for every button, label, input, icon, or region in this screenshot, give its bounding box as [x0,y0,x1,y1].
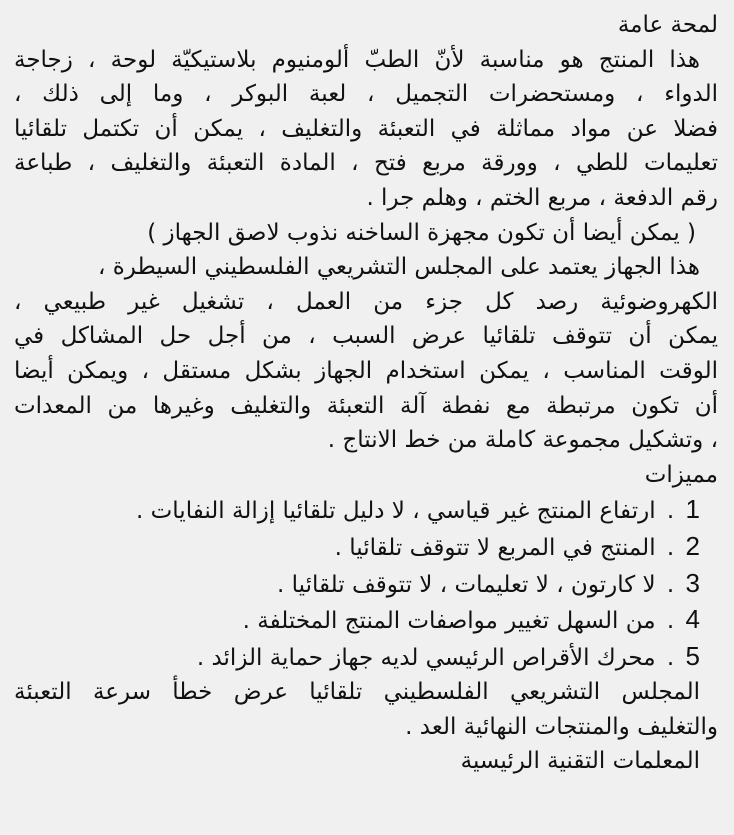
feature-text: ارتفاع المنتج غير قياسي ، لا دليل تلقائيا إزالة النفايات . [136,498,656,525]
intro-line: تعليمات للطي ، وورقة مربع فتح ، المادة التعبئة والتغليف ، طباعة [14,150,718,177]
feature-item: 2 . المنتج في المربع لا تتوقف تلقائيا . [334,530,700,561]
features-heading: مميزات [644,461,718,488]
intro-line: الدواء ، ومستحضرات التجميل ، لعبة البوكر ، وما إلى ذلك ، [14,81,718,108]
feature-number: 5 [685,640,700,671]
intro-line: فضلا عن مواد مماثلة في التعبئة والتغليف ، يمكن أن تكتمل تلقائيا [14,115,718,142]
feature-item: 3 . لا كارتون ، لا تعليمات ، لا تتوقف تلقائيا . [277,567,700,598]
feature-text: محرك الأقراص الرئيسي لديه جهاز حماية الزائد . [196,644,656,671]
feature-number: 4 [685,604,700,635]
closing-paragraph [14,675,718,744]
feature-item: 5 . محرك الأقراص الرئيسي لديه جهاز حماية الزائد . [196,640,700,671]
feature-number: 3 [685,567,700,598]
overview-heading: لمحة عامة [617,12,718,38]
feature-item: 1 . ارتفاع المنتج غير قياسي ، لا دليل تلقائيا إزالة النفايات . [136,494,700,525]
description-line: ، وتشكيل مجموعة كاملة من خط الانتاج . [327,427,718,454]
intro-paragraph [14,43,718,216]
description-line: الكهروضوئية رصد كل جزء من العمل ، تشغيل غير طبيعي ، [14,288,718,315]
feature-text: لا كارتون ، لا تعليمات ، لا تتوقف تلقائيا . [277,571,656,598]
specs-heading: المعلمات التقنية الرئيسية [460,748,700,775]
intro-line: رقم الدفعة ، مربع الختم ، وهلم جرا . [366,184,718,211]
feature-text: من السهل تغيير مواصفات المنتج المختلفة . [242,608,656,635]
description-line: يمكن أن تتوقف تلقائيا عرض السبب ، من أجل حل المشاكل في [14,323,718,350]
feature-number: 2 [685,530,700,561]
description-line: أن تكون مرتبطة مع نفطة آلة التعبئة والتغليف وغيرها من المعدات [14,392,718,419]
feature-item: 4 . من السهل تغيير مواصفات المنتج المختلفة . [242,604,700,635]
description-paragraph [14,250,718,458]
note-line: ( يمكن أيضا أن تكون مجهزة الساخنه نذوب لاصق الجهاز ) [147,219,696,246]
feature-text: المنتج في المربع لا تتوقف تلقائيا . [334,534,656,561]
features-list [14,492,718,675]
intro-line: هذا المنتج هو مناسبة لأنّ الطبّ ألومنيوم بلاستيكيّة لوحة ، زجاجة [14,46,700,73]
feature-number: 1 [685,494,700,525]
closing-line: والتغليف والمنتجات النهائية العد . [405,713,718,740]
closing-line: المجلس التشريعي الفلسطيني تلقائيا عرض خطأ سرعة التعبئة [14,679,700,706]
description-line: الوقت المناسب ، يمكن استخدام الجهاز بشكل مستقل ، ويمكن أيضا [14,357,718,384]
description-line: هذا الجهاز يعتمد على المجلس التشريعي الفلسطيني السيطرة ، [97,254,700,281]
